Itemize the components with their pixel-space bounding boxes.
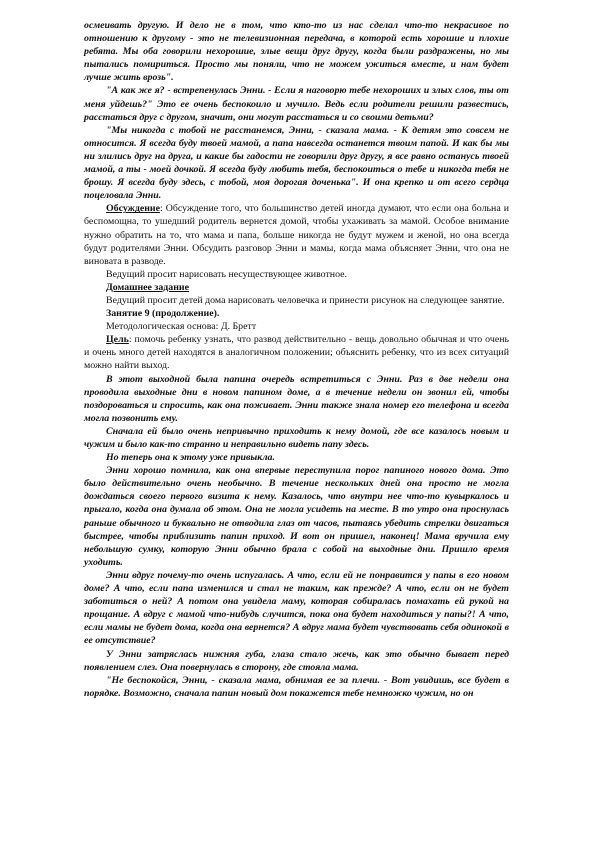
document-page <box>84 19 509 700</box>
paragraph-2: "А как же я? - встрепенулась Энни. - Если я наговорю тебе нехороших и злых слов, ты от меня уйдешь?" Это ее очень беспокоило и мучило. Ведь если родители решили развестись, расстаться друг с другом, значит, они могут расстаться и со своими детьми? <box>84 85 509 123</box>
homework-heading: Домашнее задание <box>106 281 190 293</box>
paragraph-15: Энни вдруг почему-то очень испугалась. А что, если ей не понравится у папы в его новом доме? А что, если папа изменился и стал не таким, как прежде? А что, если он не будет заботиться о ней? А потом она увидела маму, которая собиралась помахать ей рукой на прощание. А вдруг с мамой что-нибудь случится, пока она будет находиться у папы?! А что, если мамы не будет дома, когда она вернется? А вдруг мама будет чувствовать себя одинокой в ее отсутствие? <box>84 569 509 647</box>
paragraph-1: осмеивать другую. И дело не в том, что кто-то из нас сделал что-то некрасивое по отношению к другому - это не телевизионная передача, в которой есть хорошие и плохие ребята. Мы оба говорили нехорошие, злые вещи друг другу, когда были раздражены, но мы пытались помириться. Просто мы поняли, что не можем ужиться вместе, и нам будет лучше жить врозь". <box>84 20 509 84</box>
discussion-text: : Обсуждение того, что большинство детей иногда думают, что если она больна и беспомощна, то ушедший родитель вернется домой, чтобы ухаживать за мамой. Особое внимание нужно обратить на то, что мама и папа, больше никогда не будут мужем и женой, но она всегда будут родителями Энни. Обсудить разговор Энни и мамы, когда мама объясняет Энни, что она не виновата в разводе. <box>84 203 509 267</box>
paragraph-17: "Не беспокойся, Энни, - сказала мама, обнимая ее за плечи. - Вот увидишь, все будет в порядке. Возможно, сначала папин новый дом покажется тебе немножко чужим, но он <box>84 674 509 699</box>
paragraph-12: Сначала ей было очень непривычно приходить к нему домой, где все казалось новым и чужим и было как-то странно и неправильно видеть папу здесь. <box>84 425 509 450</box>
paragraph-14: Энни хорошо помнила, как она впервые переступила порог папиного нового дома. Это было действительно очень необычно. В течение нескольких дней она просто не могла дождаться своего первого визита к нему. Казалось, что внутри нее что-то кувыркалось и прыгало, когда она думала об этом. Она не могла усидеть на месте. В то утро она проснулась раньше обычного и буквально не отводила глаз от часов, пытаясь убедить стрелки двигаться быстрее, чтобы приблизить папин приход. И вот он пришел, наконец! Мама вручила ему небольшую сумку, которую Энни обычно брала с собой на выходные дни. Пришло время уходить. <box>84 465 509 568</box>
paragraph-16: У Энни затряслась нижняя губа, глаза стало жечь, как это обычно бывает перед появлением слез. Она повернулась в сторону, где стояла мама. <box>84 648 509 673</box>
paragraph-5: Ведущий просит нарисовать несуществующее животное. <box>106 268 347 280</box>
discussion-label: Обсуждение <box>106 203 160 215</box>
paragraph-discussion <box>84 202 509 267</box>
goal-text: : помочь ребенку узнать, что развод действительно - вещь довольно обычная и что очень и очень много детей находятся в аналогичном положении; объяснить ребенку, что из всех ситуаций можно найти выход. <box>84 334 509 372</box>
lesson-heading: Занятие 9 (продолжение). <box>106 308 220 320</box>
paragraph-7: Ведущий просит детей дома нарисовать человечка и принести рисунок на следующее занятие. <box>106 294 505 306</box>
goal-label: Цель <box>106 334 129 346</box>
paragraph-3: "Мы никогда с тобой не расстанемся, Энни, - сказала мама. - К детям это совсем не относится. Я всегда буду твоей мамой, а папа навсегда останется твоим папой. И как бы мы ни злились друг на друга, и какие бы гадости не говорили друг другу, я все равно останусь твоей мамой, а ты - моей дочкой. Я всегда буду любить тебя, беспокоиться о тебе и никогда тебя не брошу. Я всегда буду здесь, с тобой, моя дорогая доченька". И она крепко и от всего сердца поцеловала Энни. <box>84 124 509 202</box>
paragraph-11: В этот выходной была папина очередь встретиться с Энни. Раз в две недели она проводила выходные дни в новом папином доме, а в течение недели он звонил ей, чтобы поздороваться и спросить, как она поживает. Энни также знала номер его телефона и всегда могла позвонить ему. <box>84 373 509 424</box>
paragraph-goal <box>84 333 509 372</box>
paragraph-9: Методологическая основа: Д. Бретт <box>106 321 257 333</box>
paragraph-13: Но теперь она к этому уже привыкла. <box>106 452 275 464</box>
